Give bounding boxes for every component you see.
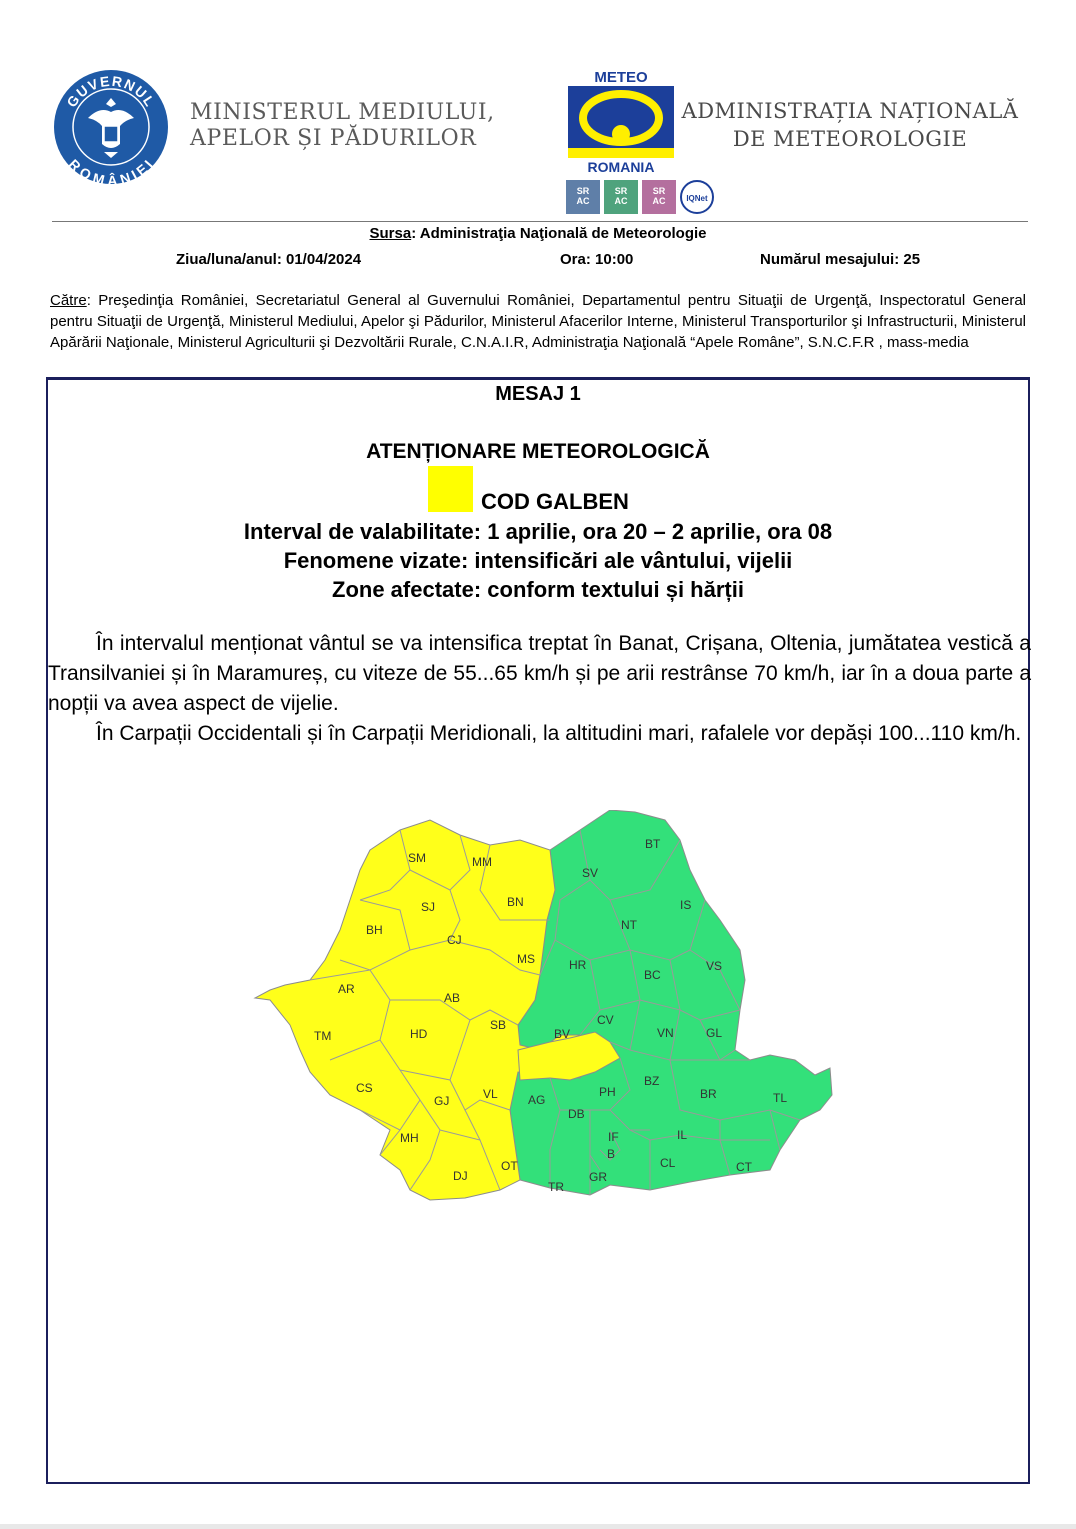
- seal-text-top: GUVERNUL: [63, 72, 159, 111]
- source-value: : Administraţia Naţională de Meteorologie: [411, 225, 707, 242]
- county-label-cl: CL: [660, 1156, 676, 1170]
- county-label-sj: SJ: [421, 900, 436, 914]
- county-label-bn: BN: [507, 895, 524, 909]
- iso-9001-badge: [566, 180, 600, 214]
- county-label-tl: TL: [773, 1091, 788, 1105]
- county-label-hr: HR: [569, 958, 587, 972]
- county-label-is: IS: [680, 898, 692, 912]
- county-label-bt: BT: [645, 837, 661, 851]
- issue-date: Ziua/luna/anul: 01/04/2024: [176, 251, 362, 268]
- source-line: [0, 225, 1076, 242]
- issue-time: Ora: 10:00: [560, 251, 634, 268]
- svg-text:SR: SR: [614, 186, 628, 196]
- county-label-mm: MM: [472, 855, 492, 869]
- warning-body: [48, 629, 1031, 749]
- recipients-label: Către: [50, 292, 87, 309]
- meteo-logo-top-text: METEO: [594, 69, 648, 86]
- anm-name: [680, 97, 1020, 153]
- county-label-ag: AG: [528, 1093, 546, 1107]
- warning-title: ATENȚIONARE METEOROLOGICĂ: [366, 440, 710, 463]
- county-label-tm: TM: [314, 1029, 332, 1043]
- county-label-ms: MS: [517, 952, 535, 966]
- county-label-ph: PH: [599, 1085, 616, 1099]
- county-label-vn: VN: [657, 1026, 674, 1040]
- county-label-sv: SV: [582, 866, 599, 880]
- iqnet-badge: [681, 181, 713, 213]
- county-label-sb: SB: [490, 1018, 507, 1032]
- green-zone-area: [510, 810, 832, 1195]
- svg-text:AC: AC: [614, 196, 628, 206]
- county-label-br: BR: [700, 1087, 717, 1101]
- svg-text:SR: SR: [576, 186, 590, 196]
- romania-warning-map: [250, 810, 840, 1230]
- certification-badges: [566, 180, 716, 214]
- county-label-tr: TR: [548, 1180, 564, 1194]
- svg-text:AC: AC: [652, 196, 666, 206]
- anm-name-line1: ADMINISTRAȚIA NAȚIONALĂ: [681, 99, 1019, 123]
- source-label: Sursa: [369, 225, 412, 242]
- county-label-vl: VL: [483, 1087, 498, 1101]
- ministry-name: [190, 100, 520, 152]
- county-label-ar: AR: [338, 982, 355, 996]
- ministry-name-line1: MINISTERUL MEDIULUI,: [190, 100, 495, 125]
- anm-name-line2: DE METEOROLOGIE: [732, 127, 968, 151]
- county-label-ot: OT: [501, 1159, 518, 1173]
- county-label-if: IF: [608, 1130, 619, 1144]
- affected-zones-line: Zone afectate: conform textului și hărții: [332, 577, 744, 602]
- county-label-bc: BC: [644, 968, 661, 982]
- county-label-il: IL: [677, 1128, 688, 1142]
- county-label-hd: HD: [410, 1027, 428, 1041]
- county-label-cv: CV: [597, 1013, 614, 1027]
- county-label-bv: BV: [554, 1027, 571, 1041]
- county-label-ab: AB: [444, 991, 461, 1005]
- svg-text:AC: AC: [576, 196, 590, 206]
- county-label-sm: SM: [408, 851, 426, 865]
- county-label-b: B: [607, 1147, 616, 1161]
- header-divider: [52, 221, 1028, 222]
- ministry-name-line2: APELOR ȘI PĂDURILOR: [190, 126, 477, 151]
- county-label-mh: MH: [400, 1131, 419, 1145]
- county-label-bz: BZ: [644, 1074, 660, 1088]
- county-label-db: DB: [568, 1107, 585, 1121]
- county-label-nt: NT: [621, 918, 637, 932]
- county-label-gr: GR: [589, 1170, 607, 1184]
- county-label-cs: CS: [356, 1081, 373, 1095]
- county-label-ct: CT: [736, 1160, 752, 1174]
- yellow-code-swatch: [428, 466, 473, 512]
- meteo-logo-bottom-text: ROMANIA: [587, 159, 655, 175]
- meteo-romania-logo: [566, 68, 676, 176]
- county-label-gj: GJ: [434, 1094, 450, 1108]
- county-label-dj: DJ: [453, 1169, 468, 1183]
- government-seal-logo: [52, 68, 170, 186]
- iso-45001-badge: [642, 180, 676, 214]
- page-bottom-edge: [0, 1524, 1076, 1529]
- recipients-paragraph: [50, 290, 1026, 353]
- svg-text:SR: SR: [652, 186, 666, 196]
- validity-interval: Interval de valabilitate: 1 aprilie, ora 20 – 2 aprilie, ora 08: [243, 519, 833, 544]
- message-title: MESAJ 1: [495, 383, 581, 405]
- county-label-vs: VS: [706, 959, 723, 973]
- seal-text-bottom: ROMÂNIEI: [65, 155, 157, 186]
- county-label-cj: CJ: [447, 933, 462, 947]
- warning-paragraph-1: În intervalul menționat vântul se va intensifica treptat în Banat, Crișana, Oltenia, jumătatea vestică a Transilvaniei și în Maramureș, cu viteze de 55...65 km/h și pe arii restrânse 70 km/h, iar în a doua parte a nopții va avea aspect de vijelie.: [48, 632, 1031, 715]
- code-label: COD GALBEN: [481, 489, 629, 514]
- iso-14001-badge: [604, 180, 638, 214]
- phenomena-line: Fenomene vizate: intensificări ale vântului, vijelii: [283, 548, 793, 573]
- county-label-bh: BH: [366, 923, 383, 937]
- svg-text:IQNet: IQNet: [686, 194, 708, 203]
- county-label-gl: GL: [706, 1026, 723, 1040]
- warning-paragraph-2: În Carpații Occidentali și în Carpații Meridionali, la altitudini mari, rafalele vor depăși 100...110 km/h.: [96, 722, 1022, 745]
- message-number: Numărul mesajului: 25: [760, 251, 921, 268]
- recipients-text: : Preşedinţia României, Secretariatul General al Guvernului României, Departamentul pentru Situaţii de Urgenţă, Inspectoratul General pentru Situaţii de Urgenţă, Ministerul Mediului, Apelor şi Pădurilor, Ministerul Afacerilor Interne, Ministerul Transporturilor şi Infrastructurii, Ministerul Apărării Naţionale, Ministerul Agriculturii şi Dezvoltării Rurale, C.N.A.I.R, Administraţia Naţională “Apele Române”, S.N.C.F.R , mass-media: [50, 292, 1026, 351]
